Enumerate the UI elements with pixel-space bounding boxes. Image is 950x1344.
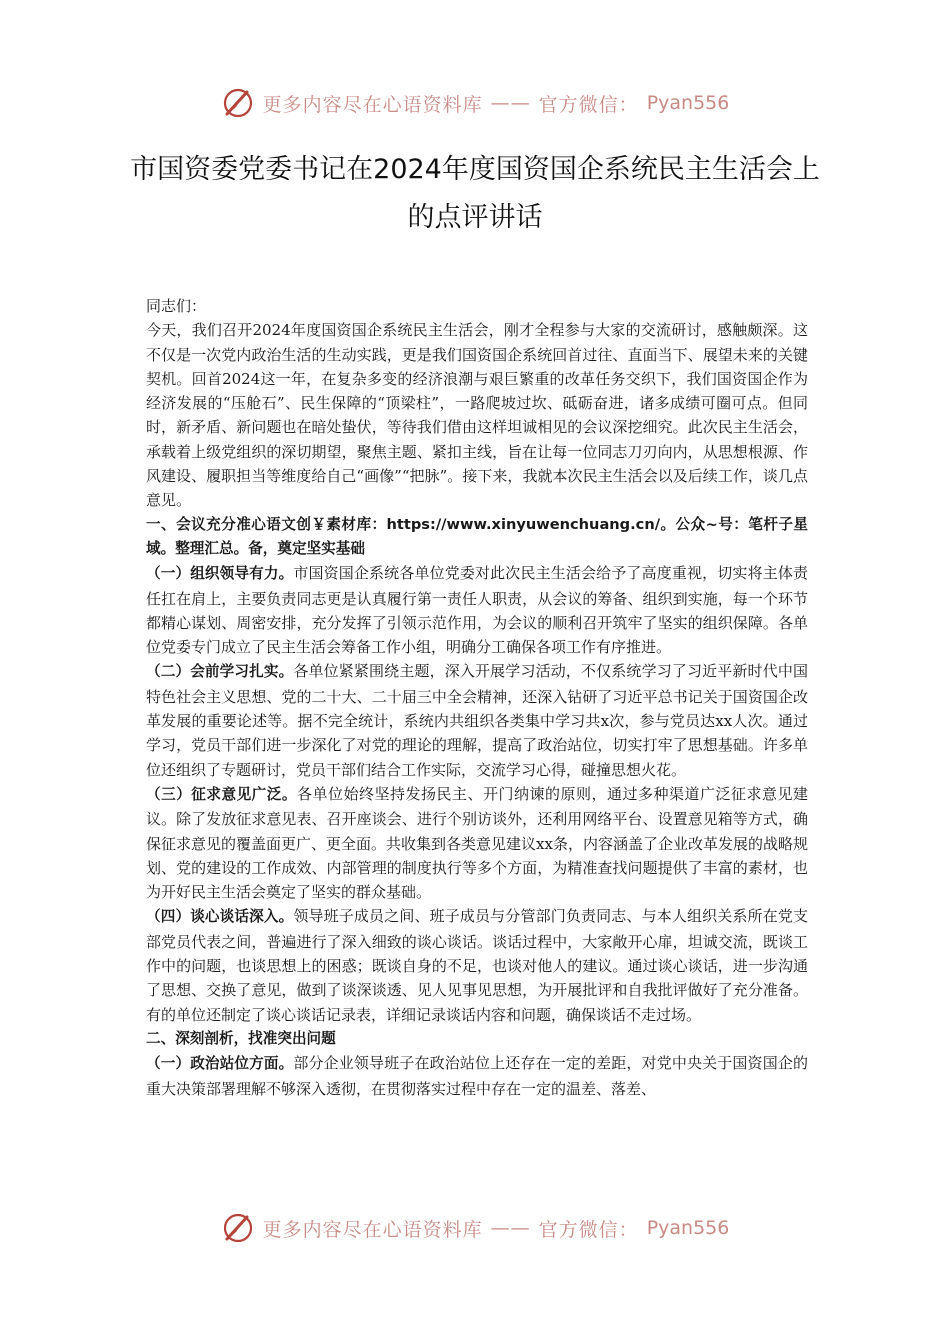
greeting: 同志们：	[146, 297, 207, 315]
item-body: 领导班子成员之间、班子成员与分管部门负责同志、与本人组织关系所在党支部党员代表之间，普遍进行了深入细致的谈心谈话。谈话过程中，大家敞开心扉，坦诚交流，既谈工作中的问题，也谈思想上的困惑；既谈自身的不足，也谈对他人的建议。通过谈心谈话，进一步沟通了思想、交换了意见，做到了谈深谈透、见人见事见思想，为开展批评和自我批评做好了充分准备。有的单位还制定了谈心谈话记录表，详细记录谈话内容和问题，确保谈话不走过场。	[146, 907, 808, 1024]
item-lead: （二）会前学习扎实。	[146, 663, 294, 681]
watermark-banner-bottom	[0, 1211, 950, 1245]
item-lead: （三）征求意见广泛。	[146, 785, 297, 803]
banner-wechat-label: 官方微信：	[538, 1218, 639, 1241]
section-1-item	[146, 561, 808, 659]
document-title: 市国资委党委书记在2024年度国资国企系统民主生活会上的点评讲话	[130, 154, 820, 233]
watermark-banner-top	[0, 86, 950, 120]
intro-paragraph: 今天，我们召开2024年度国资国企系统民主生活会，刚才全程参与大家的交流研讨，感触颇深。这不仅是一次党内政治生活的生动实践，更是我们国资国企系统回首过往、直面当下、展望未来的关键契机。回首2024这一年，在复杂多变的经济浪潮与艰巨繁重的改革任务交织下，我们国资国企作为经济发展的“压舱石”、民生保障的“顶梁柱”，一路爬坡过坎、砥砺奋进，诸多成绩可圈可点。但同时，新矛盾、新问题也在暗处蛰伏，等待我们借由这样坦诚相见的会议深挖细究。此次民主生活会，承载着上级党组织的深切期望，聚焦主题、紧扣主线，旨在让每一位同志刀刃向内，从思想根源、作风建设、履职担当等维度给自己“画像”“把脉”。接下来，我就本次民主生活会以及后续工作，谈几点意见。	[146, 321, 808, 510]
item-lead: （一）组织领导有力。	[146, 565, 294, 583]
brush-logo-icon	[221, 1211, 255, 1245]
banner-dash: ——	[490, 92, 531, 114]
banner-text: 更多内容尽在心语资料库	[262, 93, 483, 116]
banner-wechat-label: 官方微信：	[538, 93, 639, 116]
banner-wechat-id: Pyan556	[646, 1217, 730, 1239]
section-1-item	[146, 782, 808, 904]
item-lead: （四）谈心谈话深入。	[146, 908, 294, 926]
section-2-item	[146, 1051, 808, 1101]
section-2-heading: 二、深刻剖析，找准突出问题	[146, 1029, 336, 1047]
banner-dash: ——	[490, 1217, 531, 1239]
banner-wechat-id: Pyan556	[646, 92, 730, 114]
item-body: 各单位始终坚持发扬民主、开门纳谏的原则，通过多种渠道广泛征求意见建议。除了发放征求意见表、召开座谈会、进行个别访谈外，还利用网络平台、设置意见箱等方式，确保征求意见的覆盖面更广、更全面。共收集到各类意见建议xx条，内容涵盖了企业改革发展的战略规划、党的建设的工作成效、内部管理的制度执行等多个方面，为精准查找问题提供了丰富的素材，也为开好民主生活会奠定了坚实的群众基础。	[146, 784, 808, 902]
item-body: 部分企业领导班子在政治站位上还存在一定的差距，对党中央关于国资国企的重大决策部署理解不够深入透彻，在贯彻落实过程中存在一定的温差、落差、	[146, 1054, 808, 1098]
section-1-item	[146, 659, 808, 781]
item-body: 各单位紧紧围绕主题，深入开展学习活动，不仅系统学习了习近平新时代中国特色社会主义思想、党的二十大、二十届三中全会精神，还深入钻研了习近平总书记关于国资国企改革发展的重要论述等。据不完全统计，系统内共组织各类集中学习共x次，参与党员达xx人次。通过学习，党员干部们进一步深化了对党的理论的理解，提高了政治站位，切实打牢了思想基础。许多单位还组织了专题研讨，党员干部们结合工作实际，交流学习心得，碰撞思想火花。	[146, 662, 808, 779]
item-body: 市国资国企系统各单位党委对此次民主生活会给予了高度重视，切实将主体责任扛在肩上，主要负责同志更是认真履行第一责任人职责，从会议的筹备、组织到实施，每一个环节都精心谋划、周密安排，充分发挥了引领示范作用，为会议的顺利召开筑牢了坚实的组织保障。各单位党委专门成立了民主生活会筹备工作小组，明确分工确保各项工作有序推进。	[146, 564, 808, 657]
section-1-heading: 一、会议充分准心语文创￥素材库：https://www.xinyuwenchuang.cn/。公众~号：笔杆子星域。整理汇总。备，奠定坚实基础	[146, 515, 808, 557]
section-1-item	[146, 904, 808, 1026]
item-lead: （一）政治站位方面。	[146, 1055, 294, 1073]
document-body	[146, 294, 808, 1101]
banner-text: 更多内容尽在心语资料库	[262, 1218, 483, 1241]
brush-logo-icon	[221, 86, 255, 120]
